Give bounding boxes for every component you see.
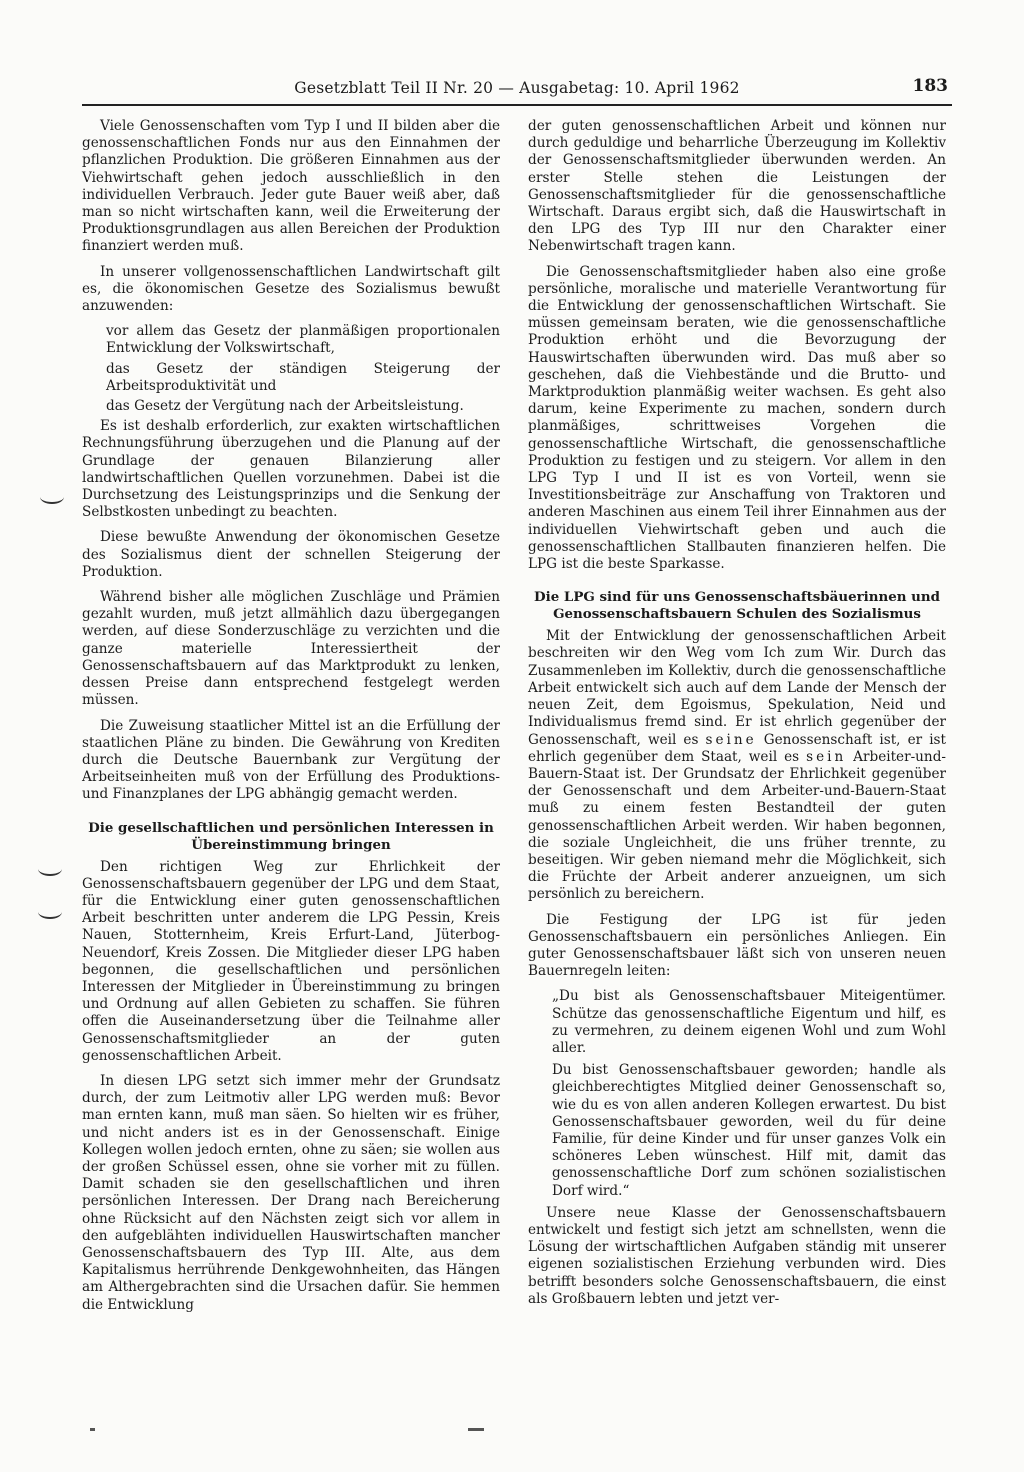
paragraph: der guten genossenschaftlichen Arbeit und können nur durch geduldige und beharrliche Überzeugung im Kollektiv der Genossenschaftsmitglieder überwunden werden. An erster Stelle stehen die Leistungen der Genossenschaftsmitglieder für die genossenschaftliche Wirtschaft. Daraus ergibt sich, daß die Hauswirtschaft in den LPG des Typ III nur den Charakter einer Nebenwirtschaft tragen kann.	[528, 118, 946, 255]
emphasis-text: seine	[705, 731, 757, 748]
margin-checkmark-icon	[38, 905, 62, 919]
paragraph: Den richtigen Weg zur Ehrlichkeit der Genossenschaftsbauern gegenüber der LPG und dem Staat, für die Entwicklung einer guten genossenschaftlichen Arbeit beschritten unter anderem die LPG Pessin, Kreis Nauen, Stotternheim, Kreis Erfurt-Land, Jüterbog-Neuendorf, Kreis Zossen. Die Mitglieder dieser LPG haben begonnen, die gesellschaftlichen und persönlichen Interessen der Mitglieder in Übereinstimmung zu bringen und Ordnung auf allen Gebieten zu schaffen. Sie führen offen die Auseinandersetzung über die Teilnahme aller Genossenschaftsmitglieder an der guten genossenschaftlichen Arbeit.	[82, 858, 500, 1064]
paragraph: Es ist deshalb erforderlich, zur exakten wirtschaftlichen Rechnungsführung überzugehen und die Planung auf der Grundlage der genauen Bilanzierung aller landwirtschaftlichen Quellen vorzunehmen. Dabei ist die Durchsetzung des Leistungsprinzips und die Senkung der Selbstkosten unbedingt zu beachten.	[82, 418, 500, 521]
list-item: vor allem das Gesetz der planmäßigen proportionalen Entwicklung der Volkswirtschaft,	[106, 323, 500, 357]
text-run: Genossenschaft ist, er ist ehrlich gegenüber dem Staat, weil es	[528, 731, 946, 765]
scan-speck	[468, 1428, 484, 1431]
paragraph: Diese bewußte Anwendung der ökonomischen Gesetze des Sozialismus dient der schnellen Steigerung der Produktion.	[82, 529, 500, 580]
paragraph: In unserer vollgenossenschaftlichen Landwirtschaft gilt es, die ökonomischen Gesetze des Sozialismus bewußt anzuwenden:	[82, 263, 500, 315]
paragraph	[528, 628, 946, 903]
paragraph: Viele Genossenschaften vom Typ I und II bilden aber die genossenschaftlichen Fonds nur aus den Einnahmen der pflanzlichen Produktion. Die größeren Einnahmen aus der Viehwirtschaft gehen jedoch ausschließlich in den individuellen Verbrauch. Jeder gute Bauer weiß aber, daß man so nicht wirtschaften kann, weil die Erweiterung der Produktionsgrundlagen aus allen Bereichen der Produktion finanziert werden muß.	[82, 118, 500, 255]
section-heading: Die gesellschaftlichen und persönlichen Interessen in Übereinstimmung bringen	[88, 819, 494, 853]
list-item: das Gesetz der Vergütung nach der Arbeitsleistung.	[106, 398, 464, 415]
paragraph: Unsere neue Klasse der Genossenschaftsbauern entwickelt und festigt sich jetzt am schnellsten, wenn die Lösung der wirtschaftlichen Aufgaben ständig mit unserer eigenen sozialistischen Erziehung verbunden wird. Dies betrifft besonders solche Genossenschaftsbauern, die einst als Großbauern lebten und jetzt ver-	[528, 1204, 946, 1307]
list-item: das Gesetz der ständigen Steigerung der Arbeitsproduktivität und	[106, 360, 500, 394]
paragraph: Die Genossenschaftsmitglieder haben also eine große persönliche, moralische und materielle Verantwortung für die Entwicklung der genossenschaftlichen Wirtschaft. Sie müssen gemeinsam beraten, wie die genossenschaftliche Produktion erhöht und die Bevorzugung der Hauswirtschaften überwunden wird. Das muß aber so geschehen, daß die Viehbestände und die Brutto- und Marktproduktion planmäßig weiter wachsen. Es geht also darum, keine Experimente zu machen, sondern durch planmäßiges, schrittweises Vorgehen die genossenschaftliche Wirtschaft, die genossenschaftliche Produktion zu festigen und zu steigern. Vor allem in den LPG Typ I und II ist es von Vorteil, wenn sie Investitionsbeiträge zur Anschaffung von Traktoren und anderen Maschinen aus einem Teil ihrer Einnahmen aus der individuellen Viehwirtschaft geben und auch die genossenschaftlichen Stallbauten finanzieren helfen. Die LPG ist die beste Sparkasse.	[528, 263, 946, 573]
quote-paragraph: „Du bist als Genossenschaftsbauer Miteigentümer. Schütze das genossenschaftliche Eigentum und hilf, es zu vermehren, zu deinem eigenen Wohl und zum Wohl aller.	[552, 988, 946, 1056]
page-header	[82, 76, 952, 106]
paragraph: Die Festigung der LPG ist für jeden Genossenschaftsbauern ein persönliches Anliegen. Ein guter Genossenschaftsbauer läßt sich von unseren neuen Bauernregeln leiten:	[528, 911, 946, 980]
margin-checkmark-icon	[38, 862, 62, 876]
quote-paragraph: Du bist Genossenschaftsbauer geworden; handle als gleichberechtigtes Mitglied deiner Genossenschaft so, wie du es von allen anderen Kollegen erwartest. Du bist Genossenschaftsbauer geworden, weil du für deine Familie, für deine Kinder und für unser ganzes Volk ein schöneres Leben wünschest. Hilf mit, damit das genossenschaftliche Dorf zum schönen sozialistischen Dorf wird.“	[552, 1062, 946, 1199]
paragraph: In diesen LPG setzt sich immer mehr der Grundsatz durch, der zum Leitmotiv aller LPG werden muß: Bevor man ernten kann, muß man säen. So hielten wir es früher, und nicht anders ist es in der Genossenschaft. Einige Kollegen wollen jedoch ernten, ohne zu säen; sie wollen aus der großen Schüssel essen, ohne sie vorher mit zu füllen. Damit schaden sie den gesellschaftlichen und ihren persönlichen Interessen. Der Drang nach Bereicherung ohne Rücksicht auf den Nächsten zeigt sich vor allem in den aufgeblähten individuellen Hauswirtschaften mancher Genossenschaftsbauern des Typ III. Alte, aus dem Kapitalismus herrührende Denkgewohnheiten, das Hängen am Althergebrachten sind die Ursachen dafür. Sie hemmen die Entwicklung	[82, 1072, 500, 1313]
paragraph: Während bisher alle möglichen Zuschläge und Prämien gezahlt wurden, muß jetzt allmählich dazu übergegangen werden, auf diese Sonderzuschläge zu verzichten und die ganze materielle Interessiertheit der Genossenschaftsbauern auf das Marktprodukt zu lenken, dessen Preise dann entsprechend festgelegt werden müssen.	[82, 589, 500, 709]
text-run: Mit der Entwicklung der genossenschaftlichen Arbeit beschreiten wir den Weg vom Ich zum Wir. Durch das Zusammenleben im Kollektiv, durch die genossenschaftliche Arbeit entwickelt sich auch auf dem Lande der Mensch der neuen Zeit, dem Egoismus, Spekulation, Neid und Individualismus fremd sind. Er ist ehrlich gegenüber der Genossenschaft, weil es	[528, 628, 946, 748]
scan-speck	[90, 1428, 95, 1431]
paragraph: Die Zuweisung staatlicher Mittel ist an die Erfüllung der staatlichen Pläne zu binden. Die Gewährung von Krediten durch die Deutsche Bauernbank zur Vergütung der Arbeitseinheiten muß von der Erfüllung des Produktions- und Finanzplanes der LPG abhängig gemacht werden.	[82, 717, 500, 803]
header-title: Gesetzblatt Teil II Nr. 20 — Ausgabetag: 10. April 1962	[294, 79, 740, 97]
text-run: Arbeiter-und-Bauern-Staat ist. Der Grundsatz der Ehrlichkeit gegenüber der Genossenschaft und dem Arbeiter-und-Bauern-Staat muß zu einem festen Bestandteil der guten genossenschaftlichen Arbeit werden. Wir haben begonnen, die soziale Ungleichheit, die uns früher trennte, zu beseitigen. Wir geben niemand mehr die Möglichkeit, sich die Früchte der Arbeit anderer anzueignen, um sich persönlich zu bereichern.	[528, 748, 946, 903]
emphasis-text: sein	[806, 748, 847, 765]
left-column	[82, 118, 500, 1348]
section-heading: Die LPG sind für uns Genossenschaftsbäuerinnen und Genossenschaftsbauern Schulen des Sozialismus	[534, 589, 940, 623]
right-column	[528, 118, 946, 1348]
margin-checkmark-icon	[40, 490, 64, 504]
page-number: 183	[912, 76, 948, 96]
